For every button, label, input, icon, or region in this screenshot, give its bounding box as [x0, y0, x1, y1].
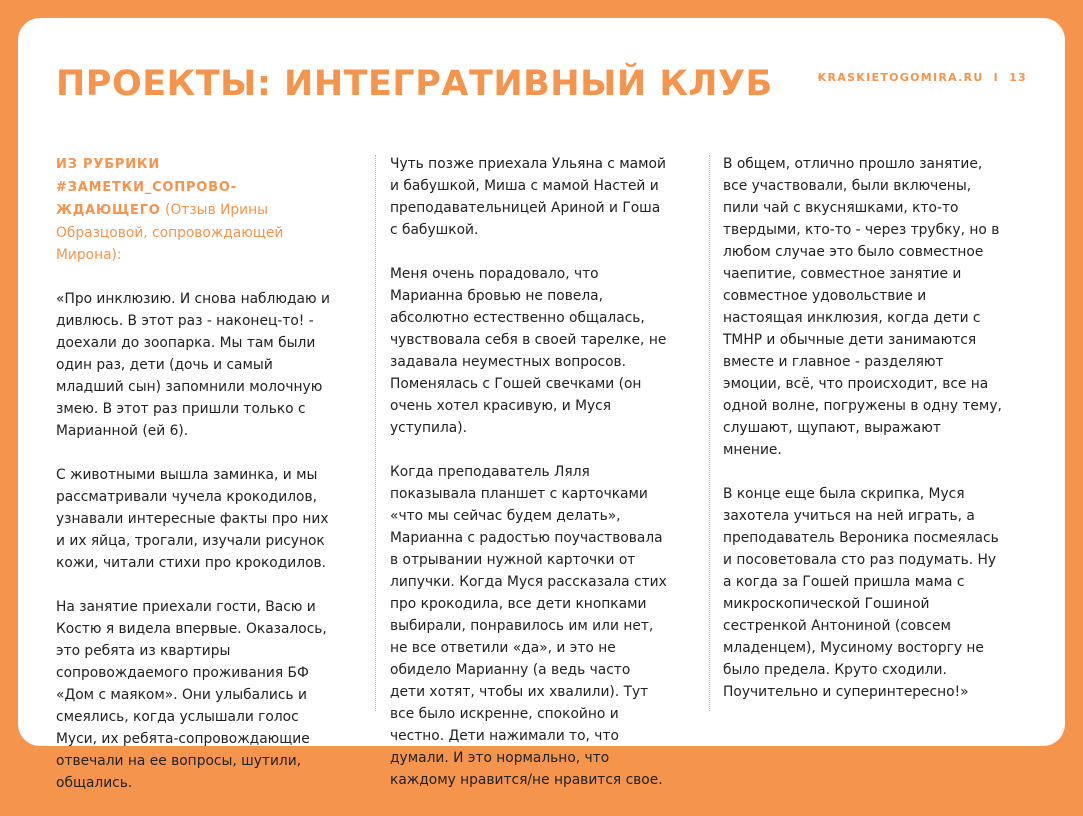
paragraph: «Про инклюзию. И снова наблюдаю и дивлюсь. В этот раз - наконец-то! - доехали до зоопарка. Мы там были один раз, дети (дочь и самый младший сын) запомнили молочную змею. В этот раз пришли только с Марианной (ей 6).: [56, 291, 330, 439]
paragraph: В конце еще была скрипка, Муся захотела учиться на ней играть, а преподаватель Вероника посмеялась и посоветовала сто раз подумать. Ну а когда за Гошей пришла мама с микроскопической Гошиной сестренкой Антониной (совсем младенцем), Мусиному восторгу не было предела. Круто сходили. Поучительно и суперинтересно!»: [723, 486, 999, 700]
header-separator: I: [993, 71, 1000, 84]
paragraph: На занятие приехали гости, Васю и Костю я видела впервые. Оказалось, это ребята из квартиры сопровождаемого проживания БФ «Дом с маяком». Они улыбались и смеялись, когда услышали голос Муси, их ребята-сопровождающие отвечали на ее вопросы, шутили, общались.: [56, 599, 327, 791]
rubric-heading: ИЗ РУБРИКИ #ЗАМЕТКИ_СОПРОВО-ЖДАЮЩЕГО: [56, 157, 237, 218]
paragraph: Когда преподаватель Ляля показывала планшет с карточками «что мы сейчас будем делать», Марианна с радостью поучаствовала в отрывании нужной карточки от липучки. Когда Муся рассказала стих про крокодила, все дети кнопками выбирали, понравилось им или нет, не все ответили «да», и это не обидело Марианну (а ведь часто дети хотят, чтобы их хвалили). Тут все было искренне, спокойно и честно. Дети нажимали то, что думали. И это нормально, что каждому нравится/не нравится свое.: [390, 464, 667, 788]
rubric-intro: [56, 153, 335, 266]
text-column-1: [56, 153, 335, 816]
paragraph: В общем, отлично прошло занятие, все участвовали, были включены, пили чай с вкусняшками, кто-то твердыми, кто-то - через трубку, но в любом случае это было совместное чаепитие, совместное занятие и совместное удовольствие и настоящая инклюзия, когда дети с ТМНР и обычные дети занимаются вместе и главное - разделяют эмоции, всё, что происходит, все на одной волне, погружены в одну тему, слушают, щупают, выражают мнение.: [723, 156, 1002, 458]
rubric-note: (Отзыв Ирины Образцовой, сопровождающей Мирона):: [56, 202, 284, 263]
column-divider: [375, 155, 376, 711]
paragraph: С животными вышла заминка, и мы рассматривали чучела крокодилов, узнавали интересные факты про них и их яйца, трогали, изучали рисунок кожи, читали стихи про крокодилов.: [56, 467, 329, 571]
paragraph: Чуть позже приехала Ульяна с мамой и бабушкой, Миша с мамой Настей и преподавательницей Ариной и Гоша с бабушкой.: [390, 156, 666, 238]
text-column-3: [723, 153, 1002, 725]
paragraph: Меня очень порадовало, что Марианна бровью не повела, абсолютно естественно общалась, чувствовала себя в своей тарелке, не задавала неуместных вопросов. Поменялась с Гошей свечками (он очень хотел красивую, и Муся уступила).: [390, 266, 667, 436]
text-column-2: [390, 153, 669, 813]
column-divider: [709, 155, 710, 711]
page-title: ПРОЕКТЫ: ИНТЕГРАТИВНЫЙ КЛУБ: [56, 64, 773, 104]
page-number: 13: [1009, 71, 1027, 84]
page-header-meta: [818, 71, 1027, 84]
site-url: KRASKIETOGOMIRA.RU: [817, 71, 984, 84]
magazine-page: [18, 18, 1065, 791]
